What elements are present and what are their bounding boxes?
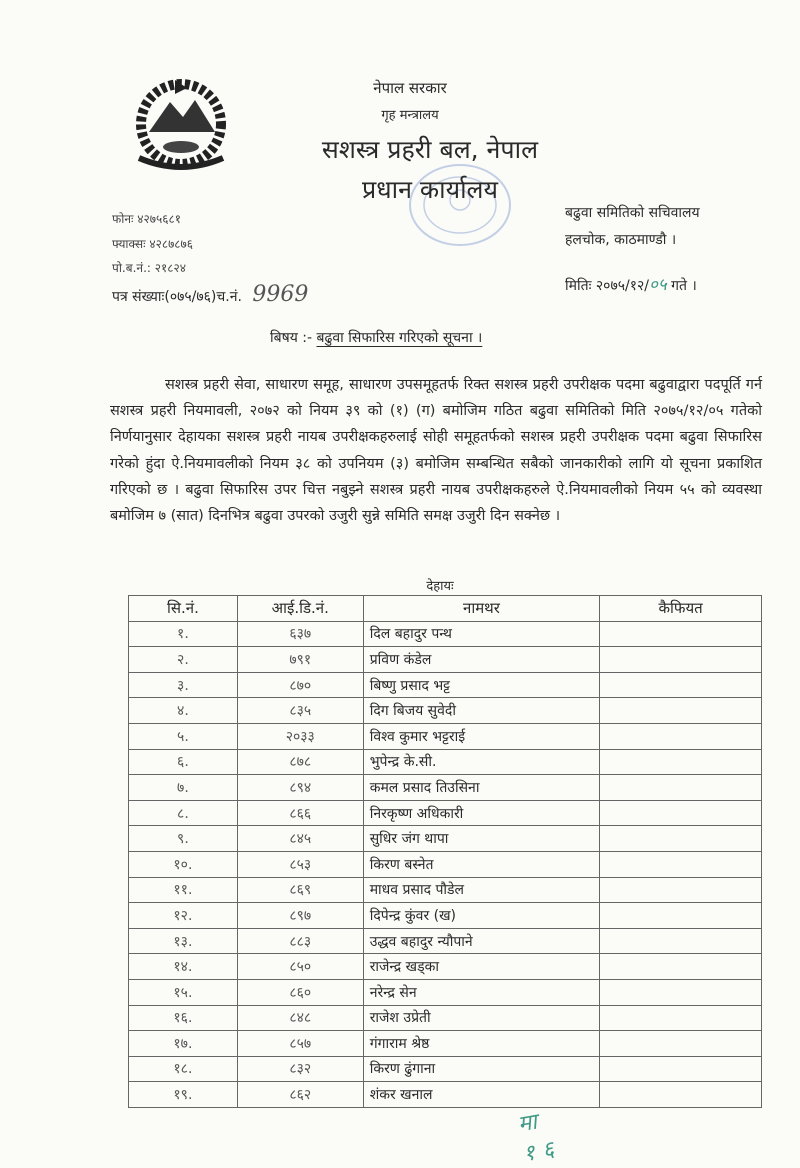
table-header-row (129, 596, 762, 622)
handwritten-note-text: मा १६ (516, 1108, 564, 1168)
table-row (129, 775, 762, 801)
row-serial: ४. (129, 698, 238, 724)
recipient-line2: हलचोक, काठमाण्डौ । (565, 232, 677, 248)
row-serial: १७. (129, 1031, 238, 1057)
subject-text: बढुवा सिफारिस गरिएको सूचना । (316, 330, 483, 346)
row-serial: ३. (129, 672, 238, 698)
header-id: आई.डि.नं. (237, 596, 363, 622)
office-name: प्रधान कार्यालय (362, 175, 498, 204)
row-name: राजेश उप्रेती (363, 1005, 600, 1031)
row-id-number: ८९७ (237, 903, 363, 929)
row-remark (600, 800, 762, 826)
date-suffix: गते । (671, 278, 697, 294)
date-label: मितिः २०७५/१२/ (565, 278, 649, 294)
row-serial: ८. (129, 800, 238, 826)
header-name: नामथर (363, 596, 600, 622)
row-id-number: ८३५ (237, 698, 363, 724)
row-name: भुपेन्द्र के.सी. (363, 749, 600, 775)
row-remark (600, 851, 762, 877)
row-name: कमल प्रसाद तिउसिना (363, 775, 600, 801)
row-name: माधव प्रसाद पौडेल (363, 877, 600, 903)
row-id-number: ८६९ (237, 877, 363, 903)
row-remark (600, 621, 762, 647)
row-serial: १०. (129, 851, 238, 877)
org-name: सशस्त्र प्रहरी बल, नेपाल (321, 135, 539, 164)
row-serial: १६. (129, 1005, 238, 1031)
fax: फ्याक्सः ४२८७८७६ (112, 237, 194, 251)
header-sn: सि.नं. (129, 596, 238, 622)
row-id-number: ८४८ (237, 1005, 363, 1031)
row-name: राजेन्द्र खड्का (363, 954, 600, 980)
phone: फोनः ४२७५६८१ (112, 212, 181, 226)
row-remark (600, 928, 762, 954)
po-box: पो.ब.नं.: २१८२४ (112, 261, 186, 275)
row-remark (600, 698, 762, 724)
row-remark (600, 647, 762, 673)
table-row (129, 672, 762, 698)
row-name: उद्धव बहादुर न्यौपाने (363, 928, 600, 954)
letter-number-handwritten: 9969 (252, 282, 309, 307)
handwritten-note (515, 1080, 595, 1168)
row-serial: ६. (129, 749, 238, 775)
row-remark (600, 1031, 762, 1057)
row-id-number: ८७० (237, 672, 363, 698)
subject-label: बिषय :- (270, 330, 313, 346)
row-serial: १४. (129, 954, 238, 980)
row-remark (600, 954, 762, 980)
row-name: विश्व कुमार भट्टराई (363, 723, 600, 749)
row-remark (600, 1005, 762, 1031)
table-row (129, 851, 762, 877)
table-row (129, 826, 762, 852)
row-name: किरण ढुंगाना (363, 1056, 600, 1082)
table-row (129, 800, 762, 826)
notice-body: सशस्त्र प्रहरी सेवा, साधारण समूह, साधारण उपसमूहतर्फ रिक्त सशस्त्र प्रहरी उपरीक्षक पदमा बढुवाद्वारा पदपूर्ति गर्न सशस्त्र प्रहरी नियमावली, २०७२ को नियम ३९ को (१) (ग) बमोजिम गठित बढुवा समितिको मिति २०७५/१२/०५ गतेको निर्णयानुसार देहायका सशस्त्र प्रहरी नायब उपरीक्षकहरुलाई सोही समूहतर्फको सशस्त्र प्रहरी उपरीक्षक पदमा बढुवा सिफारिस गरेको हुंदा ऐ.नियमावलीको नियम ३८ को उपनियम (३) बमोजिम सम्बन्धित सबैको जानकारीको लागि यो सूचना प्रकाशित गरिएको छ । बढुवा सिफारिस उपर चित्त नबुझ्ने सशस्त्र प्रहरी नायब उपरीक्षकहरुले ऐ.नियमावलीको नियम ५५ को व्यवस्था बमोजिम ७ (सात) दिनभित्र बढुवा उपरको उजुरी सुन्ने समिति समक्ष उजुरी दिन सक्नेछ । (110, 377, 762, 525)
table-row (129, 1056, 762, 1082)
date-handwritten: ०५ (649, 275, 667, 295)
row-id-number: ८३२ (237, 1056, 363, 1082)
table-row (129, 954, 762, 980)
promotion-table (128, 595, 762, 1108)
row-serial: १९. (129, 1082, 238, 1108)
govt-name: नेपाल सरकार (373, 79, 447, 97)
row-id-number: ७९१ (237, 647, 363, 673)
row-id-number: ८७८ (237, 749, 363, 775)
ministry-name: गृह मन्त्रालय (381, 108, 439, 123)
row-serial: १५. (129, 979, 238, 1005)
row-name: सुधिर जंग थापा (363, 826, 600, 852)
subject (270, 328, 482, 347)
row-name: बिष्णु प्रसाद भट्ट (363, 672, 600, 698)
row-remark (600, 826, 762, 852)
row-id-number: ८५० (237, 954, 363, 980)
row-remark (600, 749, 762, 775)
letter-number (112, 282, 308, 307)
table-row (129, 979, 762, 1005)
row-name: शंकर खनाल (363, 1082, 600, 1108)
row-id-number: ६३७ (237, 621, 363, 647)
letter-number-label: पत्र संख्याः(०७५/७६)च.नं. (112, 289, 242, 305)
row-name: नरेन्द्र सेन (363, 979, 600, 1005)
row-serial: ११. (129, 877, 238, 903)
row-remark (600, 672, 762, 698)
nepal-emblem (125, 72, 237, 172)
row-remark (600, 1082, 762, 1108)
row-name: दिपेन्द्र कुंवर (ख) (363, 903, 600, 929)
row-id-number: ८४५ (237, 826, 363, 852)
row-serial: १८. (129, 1056, 238, 1082)
row-serial: २. (129, 647, 238, 673)
row-serial: ९. (129, 826, 238, 852)
row-id-number: ८५३ (237, 851, 363, 877)
row-name: दिल बहादुर पन्थ (363, 621, 600, 647)
table-row (129, 1082, 762, 1108)
date (565, 272, 697, 295)
row-remark (600, 775, 762, 801)
table-row (129, 647, 762, 673)
table-row (129, 928, 762, 954)
recipient-line1: बढुवा समितिको सचिवालय (565, 205, 700, 221)
table-row (129, 903, 762, 929)
row-id-number: ८६२ (237, 1082, 363, 1108)
table-row (129, 877, 762, 903)
row-remark (600, 903, 762, 929)
row-id-number: २०३३ (237, 723, 363, 749)
row-remark (600, 1056, 762, 1082)
row-serial: १३. (129, 928, 238, 954)
row-serial: १. (129, 621, 238, 647)
row-id-number: ८८३ (237, 928, 363, 954)
row-id-number: ८६० (237, 979, 363, 1005)
table-row (129, 1005, 762, 1031)
row-remark (600, 979, 762, 1005)
row-serial: ५. (129, 723, 238, 749)
table-caption: देहायः (426, 579, 454, 594)
table-row (129, 723, 762, 749)
row-name: गंगाराम श्रेष्ठ (363, 1031, 600, 1057)
row-id-number: ८९४ (237, 775, 363, 801)
table-row (129, 621, 762, 647)
table-row (129, 698, 762, 724)
row-name: प्रविण कंडेल (363, 647, 600, 673)
table-row (129, 749, 762, 775)
row-id-number: ८६६ (237, 800, 363, 826)
row-id-number: ८५७ (237, 1031, 363, 1057)
row-serial: १२. (129, 903, 238, 929)
row-remark (600, 877, 762, 903)
row-remark (600, 723, 762, 749)
row-name: दिग बिजय सुवेदी (363, 698, 600, 724)
row-serial: ७. (129, 775, 238, 801)
row-name: निरकृष्ण अधिकारी (363, 800, 600, 826)
row-name: किरण बस्नेत (363, 851, 600, 877)
table-row (129, 1031, 762, 1057)
header-remark: कैफियत (600, 596, 762, 622)
